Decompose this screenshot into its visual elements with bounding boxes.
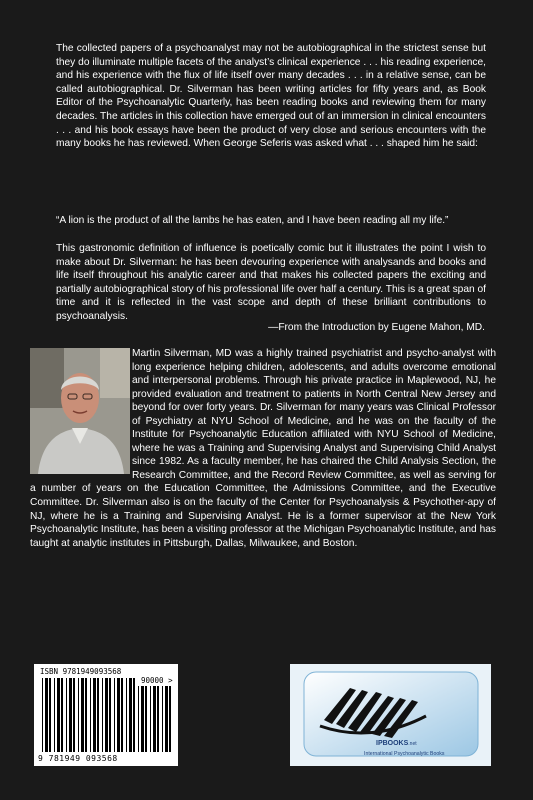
- publisher-logo-name-suffix: .net: [408, 741, 417, 747]
- barcode-bar: [73, 678, 75, 752]
- barcode-bar: [93, 678, 96, 752]
- barcode-bar: [90, 678, 91, 752]
- barcode-bar: [54, 678, 55, 752]
- barcode-bar: [45, 678, 48, 752]
- barcode-bar: [42, 678, 43, 752]
- barcode-bar: [81, 678, 84, 752]
- barcode-bar: [61, 678, 63, 752]
- barcode-bar: [126, 678, 127, 752]
- barcode-bar: [153, 686, 156, 752]
- barcode-bar: [78, 678, 79, 752]
- barcode-bar: [105, 678, 108, 752]
- isbn-digits: 9 781949 093568: [38, 754, 118, 763]
- intro-paragraph-2: This gastronomic definition of influence is poetically comic but it illustrates the point I wish to make about Dr. Silverman: he has been devouring experience with analysands and books and life itself throughout his analytic career and that makes his collected papers the exciting and partially autobiographical story of his professional life over half a century. This is a great span of time and it is reflected in the vast scope and depth of these brilliant contributions to psychoanalysis.: [56, 243, 486, 322]
- barcode-bar: [57, 678, 60, 752]
- barcode-bar: [97, 678, 99, 752]
- barcode-bar: [150, 686, 151, 752]
- barcode-bar: [162, 686, 163, 752]
- barcode-bar: [114, 678, 115, 752]
- barcode-bar: [102, 678, 103, 752]
- barcode-bar: [157, 686, 159, 752]
- barcode-bar: [138, 686, 139, 752]
- barcode-bar: [169, 686, 171, 752]
- barcode-bar: [141, 686, 144, 752]
- barcode-bar: [117, 678, 120, 752]
- barcode-bar: [129, 678, 132, 752]
- barcode-bar: [121, 678, 123, 752]
- price-code: 90000 >: [141, 676, 173, 685]
- barcode-bar: [109, 678, 111, 752]
- barcode-bar: [66, 678, 67, 752]
- barcode-bars: [42, 678, 136, 752]
- isbn-barcode: [34, 664, 178, 766]
- barcode-bar: [165, 686, 168, 752]
- barcode-bar: [69, 678, 72, 752]
- author-bio: [30, 347, 496, 550]
- barcode-bar: [49, 678, 51, 752]
- intro-paragraph-1: The collected papers of a psychoanalyst may not be autobiographical in the strictest sense but they do illuminate multiple facets of the analyst’s clinical experience . . . his reading experience, and his experience with the flux of life itself over many decades . . . in a relative sense, can be called autobiographical. Dr. Silverman has been writing articles for fifty years and, as Book Editor of the Psychoanalytic Quarterly, has been reading books and reviewing them for many decades. The articles in this collection have emerged out of an immersion in clinical encounters . . . and his book essays have been the product of very close and serious encounters with the many books he has reviewed. When George Seferis was asked what . . . shaped him he said:: [56, 43, 486, 150]
- isbn-label: ISBN 9781949093568: [40, 667, 122, 676]
- barcode-bar: [145, 686, 147, 752]
- seferis-quote: “A lion is the product of all the lambs he has eaten, and I have been reading all my life.”: [56, 215, 449, 226]
- publisher-logo-subtitle: International Psychoanalytic Books: [364, 751, 445, 757]
- barcode-addon-bars: [138, 686, 172, 752]
- barcode-bar: [133, 678, 135, 752]
- publisher-logo-name: [376, 740, 417, 747]
- author-bio-text: Martin Silverman, MD was a highly trained psychiatrist and psycho-analyst with long experience helping children, adolescents, and adults overcome emotional and interpersonal problems. Through his private practice in Maplewood, NJ, he provided evaluation and treatment to patients in North Central New Jersey and beyond for over forty years. Dr. Silverman for many years was Clinical Professor of Psychiatry at NYU School of Medicine, and he was on the faculty of the Institute for Psychoanalytic Education affiliated with NYU School of Medicine, where he was a Training and Supervising Analyst and Supervising Child Analyst since 1982. As a faculty member, he has chaired the Child Analysis Section, the Research Committee, and the Record Review Committee, as well as serving for a number of years on the Education Committee, the Admissions Committee, and the Executive Committee. Dr. Silverman also is on the faculty of the Center for Psychoanalysis & Psychother-apy of NJ, where he is a Training and Supervising Analyst. He is a former supervisor at the New York Psychoanalytic Institute, has been a visiting professor at the Michigan Psychoanalytic Institute, and has taught at analytic institutes in Pittsburgh, Dallas, Milwaukee, and Boston.: [30, 348, 496, 549]
- publisher-logo-panel: [290, 664, 491, 766]
- intro-attribution: —From the Introduction by Eugene Mahon, MD.: [268, 322, 485, 333]
- barcode-bar: [85, 678, 87, 752]
- publisher-logo-name-main: IPBOOKS: [376, 740, 409, 747]
